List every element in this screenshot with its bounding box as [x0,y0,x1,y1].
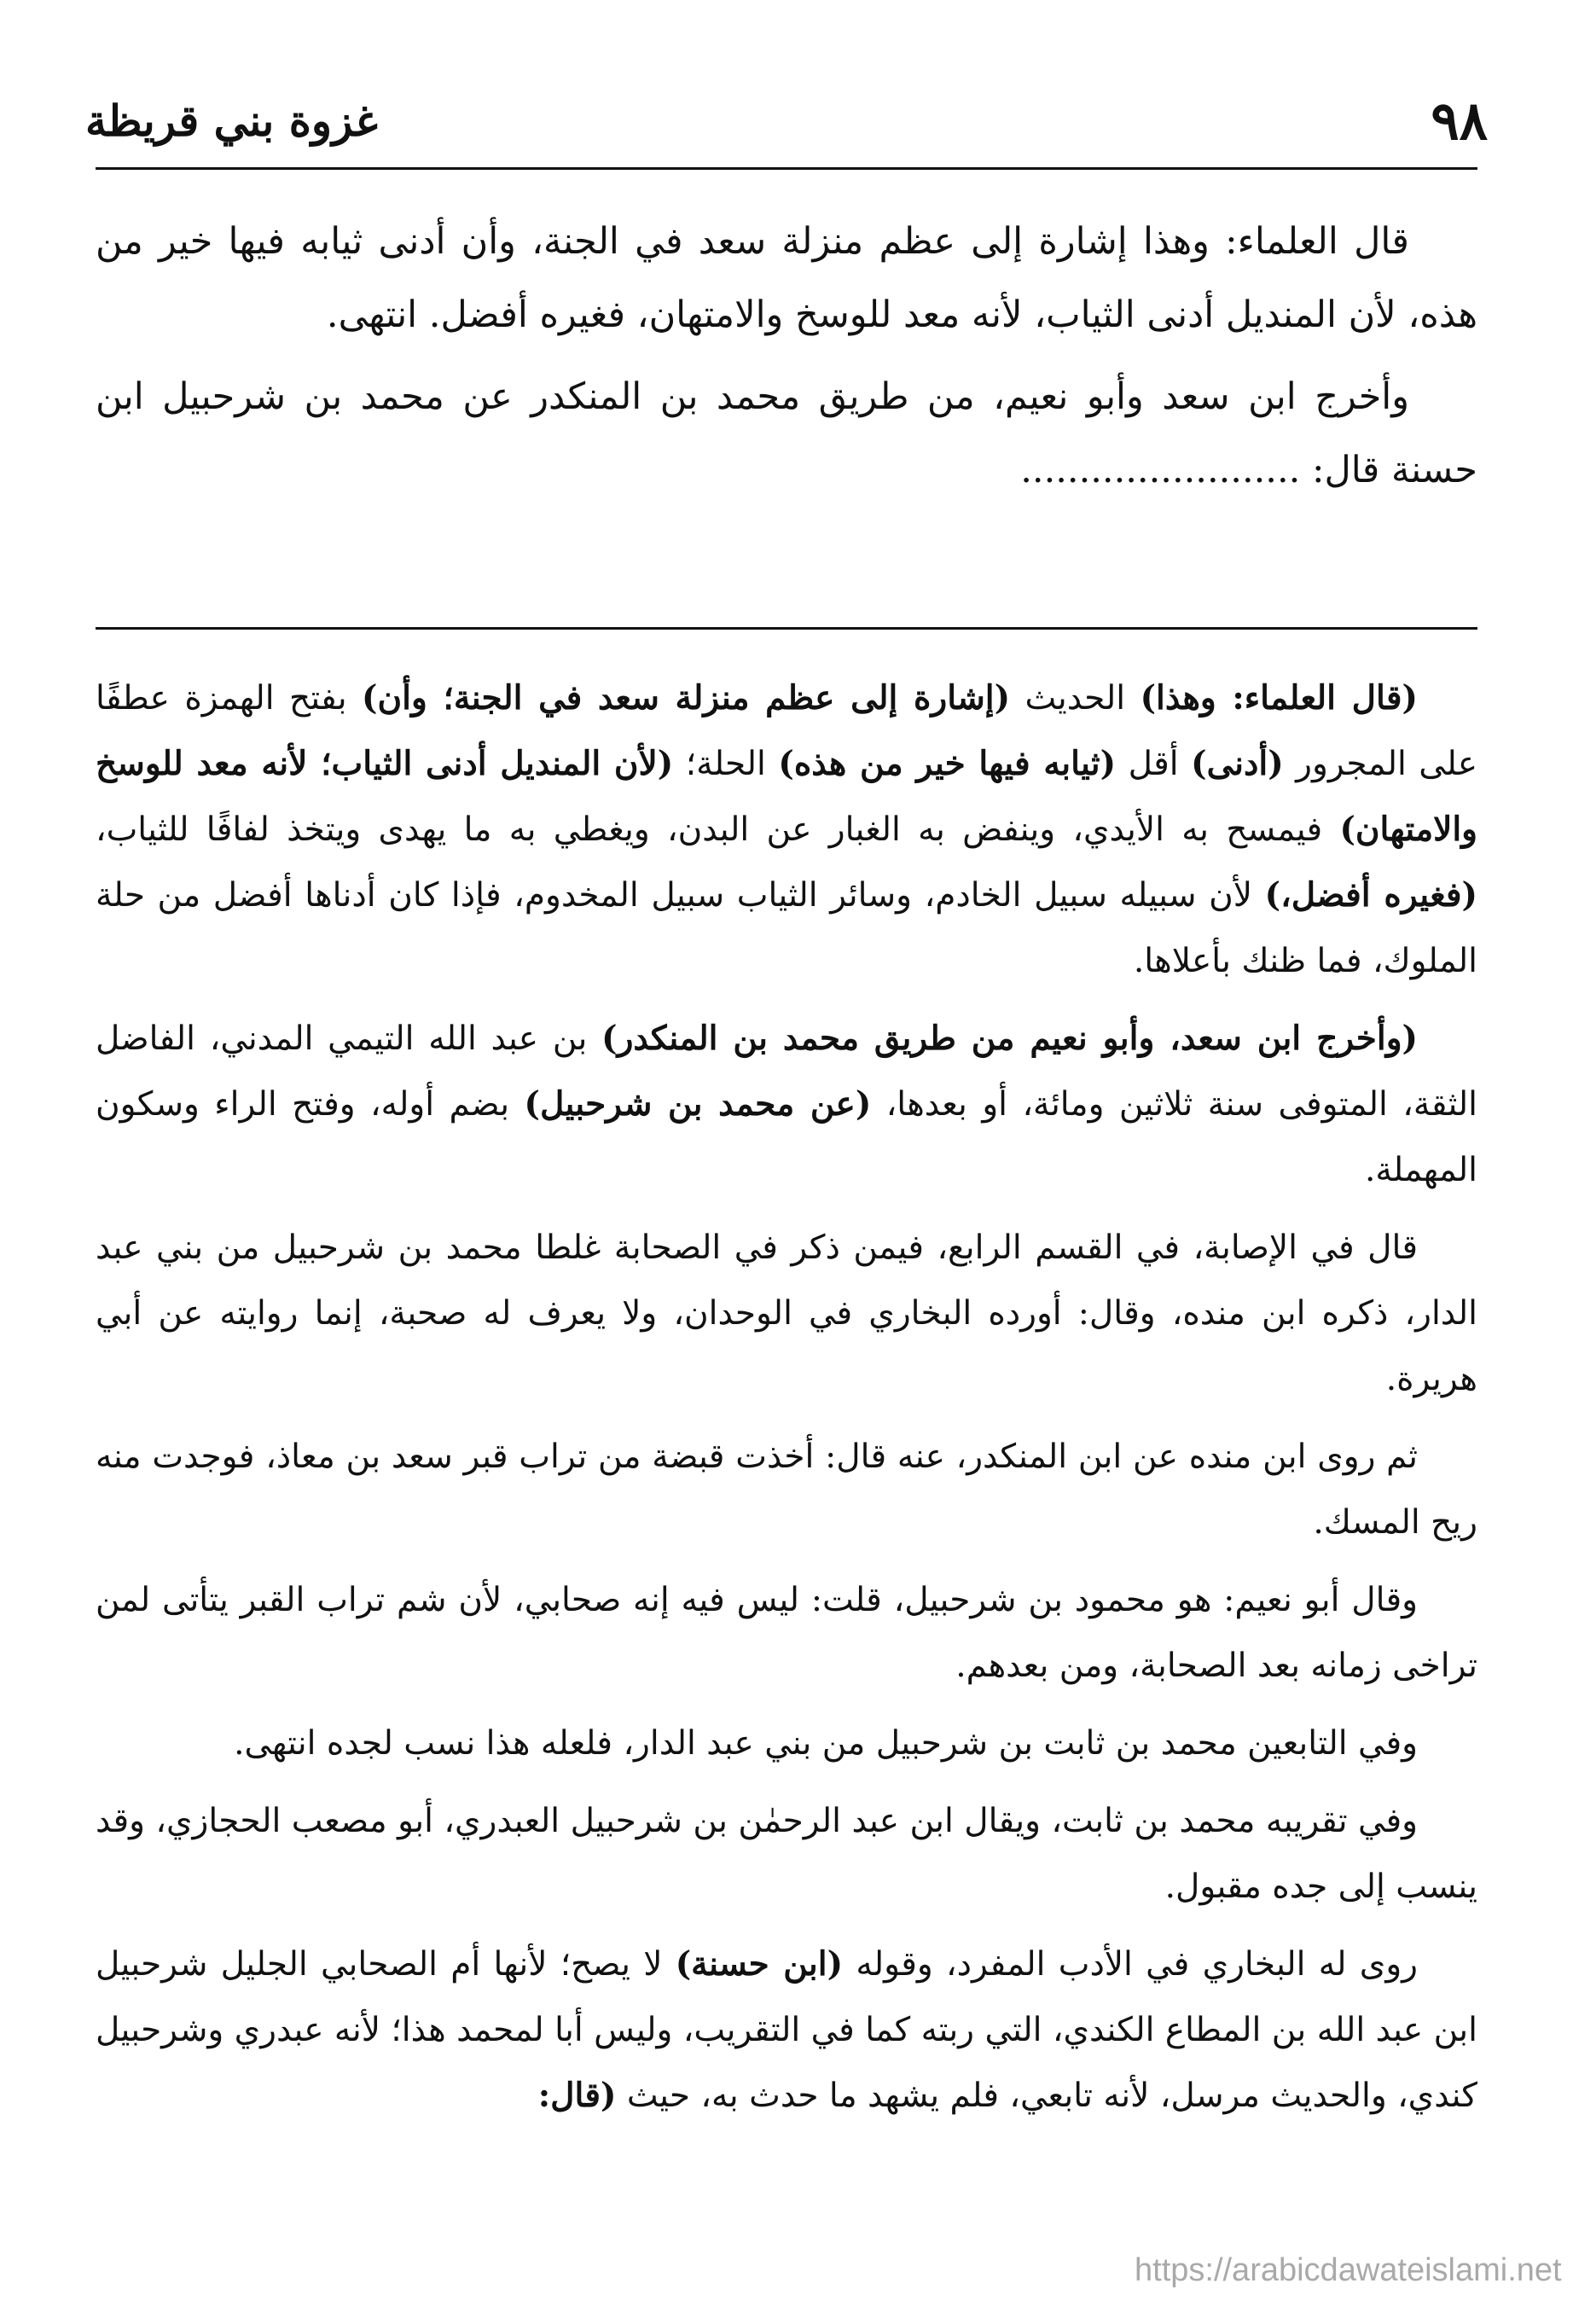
header-rule [96,167,1477,170]
running-title: غزوة بني قريظة [85,95,378,146]
commentary-paragraph [96,1006,1477,1203]
quoted-text: (أدنى) [1191,744,1284,783]
commentary-paragraph: قال في الإصابة، في القسم الرابع، فيمن ذكر في الصحابة غلطا محمد بن شرحبيل من بني عبد الدار، ذكره ابن منده، وقال: أورده البخاري في الوحدان، ولا يعرف له صحبة، إنما روايته عن أبي هريرة. [96,1229,1477,1398]
quoted-text: (إشارة إلى عظم منزلة سعد في الجنة؛ وأن) [362,678,1011,718]
footnote-separator [96,627,1477,630]
commentary-text: لأن سبيله سبيل الخادم، وسائر الثياب سبيل المخدوم، فإذا كان أدناها أفضل من حلة الملوك، فما ظنك بأعلاها. [96,876,1477,980]
commentary-paragraph: ثم روى ابن منده عن ابن المنكدر، عنه قال: أخذت قبضة من تراب قبر سعد بن معاذ، فوجدت منه ريح المسك. [96,1438,1477,1542]
quoted-text: (لأن المنديل أدنى الثياب؛ لأنه معد للوسخ والامتهان) [96,744,1477,849]
page-header [85,82,1488,159]
quoted-text: (ثيابه فيها خير من هذه) [778,744,1117,783]
source-watermark: https://arabicdawateislami.net [1135,2252,1562,2288]
commentary-text: الحلة؛ [673,745,779,783]
commentary-text: بن عبد الله التيمي المدني، الفاضل الثقة، المتوفى سنة ثلاثين ومائة، أو بعدها، [96,1020,1477,1124]
commentary-paragraph [96,665,1477,994]
commentary [96,665,1477,2141]
commentary-paragraph: وقال أبو نعيم: هو محمود بن شرحبيل، قلت: ليس فيه إنه صحابي، لأن شم تراب القبر يتأتى لمن تراخى زمانه بعد الصحابة، ومن بعدهم. [96,1581,1477,1685]
quoted-text: (ابن حسنة) [675,1944,844,1984]
commentary-paragraph [96,1932,1477,2129]
commentary-paragraph: وفي تقريبه محمد بن ثابت، ويقال ابن عبد الرحمٰن بن شرحبيل العبدري، أبو مصعب الحجازي، وقد ينسب إلى جده مقبول. [96,1802,1477,1906]
quoted-text: (وأخرج ابن سعد، وأبو نعيم من طريق محمد بن المنكدر) [601,1019,1418,1058]
main-paragraph: وأخرج ابن سعد وأبو نعيم، من طريق محمد بن المنكدر عن محمد بن شرحبيل ابن حسنة قال: ........................ [96,375,1477,491]
commentary-text: فيمسح به الأيدي، وينفض به الغبار عن البدن، ويغطي به ما يهدى ويتخذ لفافًا للثياب، [96,810,1340,849]
quoted-text: (عن محمد بن شرحبيل) [524,1084,872,1124]
page-number: ٩٨ [1431,89,1488,152]
main-text [96,205,1477,515]
quoted-text: (قال: [537,2076,617,2115]
commentary-text: روى له البخاري في الأدب المفرد، وقوله [843,1945,1418,1984]
main-paragraph: قال العلماء: وهذا إشارة إلى عظم منزلة سعد في الجنة، وأن أدنى ثيابه فيها خير من هذه، لأن المنديل أدنى الثياب، لأنه معد للوسخ والامتهان، فغيره أفضل. انتهى. [96,220,1477,336]
commentary-text: الحديث [1010,679,1141,718]
commentary-text: بضم أوله، وفتح الراء وسكون المهملة. [96,1085,1477,1189]
commentary-text: أقل [1116,745,1192,783]
commentary-text: بفتح الهمزة عطفًا على المجرور [96,679,1477,783]
commentary-paragraph: وفي التابعين محمد بن ثابت بن شرحبيل من بني عبد الدار، فلعله هذا نسب لجده انتهى. [234,1724,1418,1763]
quoted-text: (قال العلماء: وهذا) [1140,678,1418,718]
quoted-text: (فغيره أفضل،) [1264,875,1477,915]
commentary-text: لا يصح؛ لأنها أم الصحابي الجليل شرحبيل ابن عبد الله بن المطاع الكندي، التي ربته كما في التقريب، وليس أبا لمحمد هذا؛ لأنه عبدري وشرحبيل كندي، والحديث مرسل، لأنه تابعي، فلم يشهد ما حدث به، حيث [96,1945,1477,2115]
